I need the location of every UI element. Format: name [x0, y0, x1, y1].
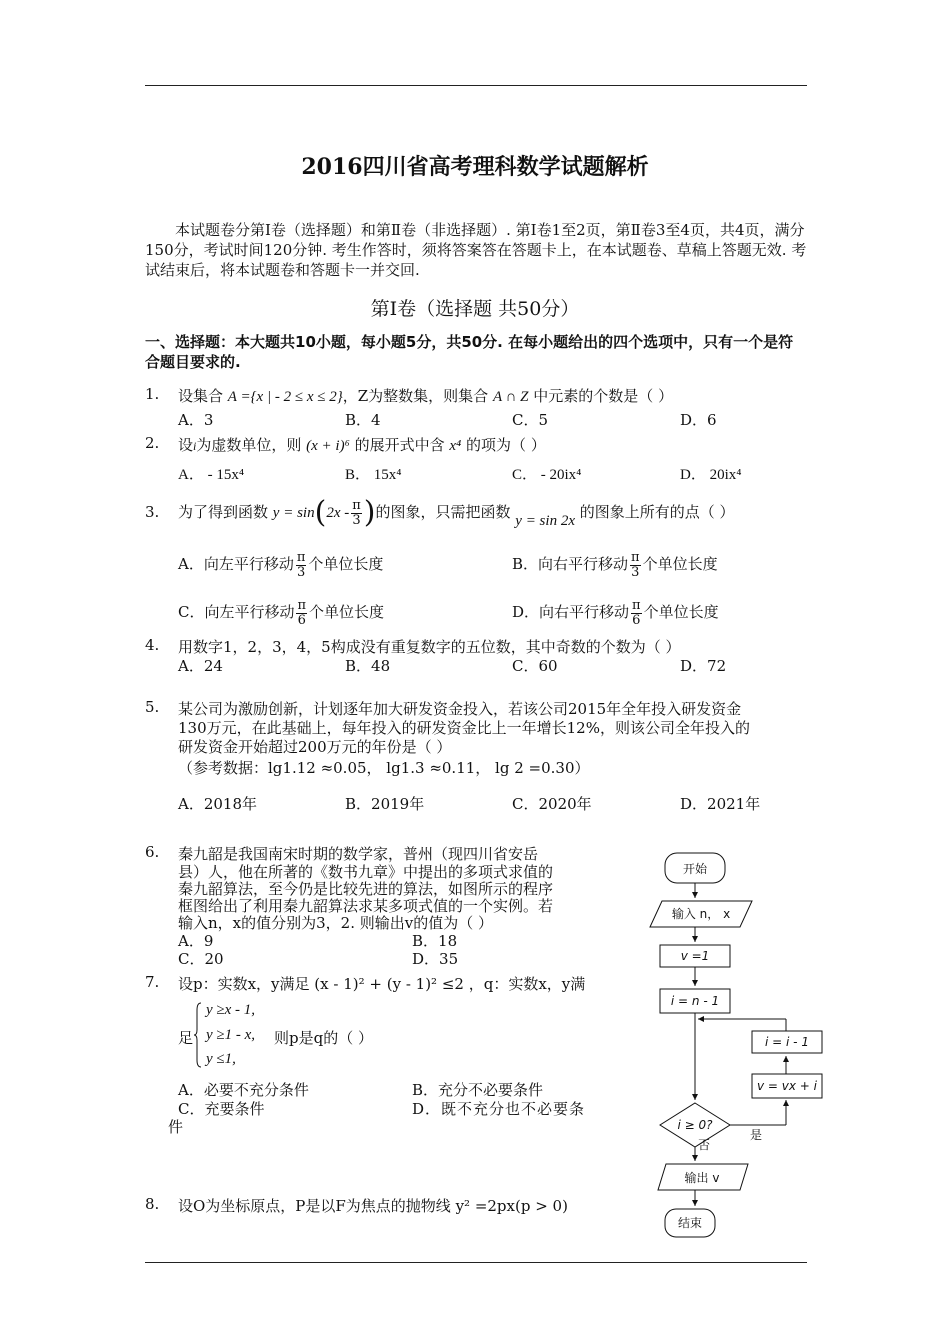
system-line-1: y ≥x - 1, [206, 1002, 256, 1018]
q1-stem: 设集合 A ={x | - 2 ≤ x ≤ 2}，Z为整数集，则集合 A ∩ Z 中元素的个数是（ ） [178, 387, 674, 405]
q6-number: 6. [145, 843, 160, 861]
yes-label: 是 [749, 1128, 763, 1142]
q6-line-3: 秦九韶算法，至今仍是比较先进的算法，如图所示的程序 [178, 880, 554, 898]
instructions: 一、选择题：本大题共10小题，每小题5分，共50分. 在每小题给出的四个选项中，只有一个是符合题目要求的. [145, 333, 794, 371]
q7-option-b[interactable]: B．充分不必要条件 [412, 1081, 544, 1099]
q6-option-d[interactable]: D．35 [412, 950, 459, 968]
q6-line-2: 县）人，他在所著的《数书九章》中提出的多项式求值的 [178, 863, 554, 881]
q2-stem: 设i为虚数单位，则 (x + i)⁶ 的展开式中含 x⁴ 的项为（ ） [178, 436, 546, 454]
q4-option-d[interactable]: D．72 [680, 657, 727, 675]
q1-number: 1. [145, 385, 160, 403]
q3-stem: 为了得到函数 y = sin(2x - $\frac{\pi}{3}$ )的图象，只需把函数 y = sin 2x 的图象上所有的点（ ） [178, 495, 735, 530]
page-title: 2016四川省高考理科数学试题解析 [301, 154, 649, 180]
q6-line-5: 输入n，x的值分别为3，2. 则输出v的值为（ ） [178, 914, 493, 932]
end-label: 结束 [677, 1216, 703, 1230]
q7-line-1: 设p：实数x，y满足 (x - 1)² + (y - 1)² ≤2 ，q：实数x，y满 [178, 975, 586, 993]
i-decrement-label: i = i - 1 [765, 1035, 809, 1049]
q5-line-2: 130万元，在此基础上，每年投入的研发资金比上一年增长12%，则该公司全年投入的 [178, 719, 750, 737]
q4-option-c[interactable]: C．60 [512, 657, 558, 675]
q3-option-b[interactable]: B．向右平行移动 $\frac{\pi}{3}$ 个单位长度 [512, 549, 718, 580]
q5-option-b[interactable]: B．2019年 [345, 795, 425, 813]
q7-option-a[interactable]: A．必要不充分条件 [178, 1081, 309, 1099]
q1-option-a[interactable]: A．3 [178, 411, 214, 429]
q6-option-b[interactable]: B．18 [412, 932, 458, 950]
left-paren: ( [314, 495, 327, 530]
q7-option-d[interactable]: D．既不充分也不必要条 [412, 1100, 586, 1118]
bottom-rule [145, 1262, 807, 1263]
system-brace [194, 1002, 202, 1068]
top-rule [145, 85, 807, 86]
q3-option-d[interactable]: D．向右平行移动 $\frac{\pi}{6}$ 个单位长度 [512, 597, 719, 628]
q5-line-1: 某公司为激励创新，计划逐年加大研发资金投入，若该公司2015年全年投入研发资金 [178, 700, 742, 718]
output-label: 输出 v [684, 1171, 720, 1185]
q7-option-c[interactable]: C．充要条件 [178, 1100, 265, 1118]
q5-reference-data: （参考数据：lg1.12 ≈0.05， lg1.3 ≈0.11， lg 2 =0.30） [178, 759, 590, 777]
q2-option-d[interactable]: D． 20ix⁴ [680, 467, 742, 483]
system-line-3: y ≤1, [206, 1051, 236, 1067]
q6-option-c[interactable]: C．20 [178, 950, 224, 968]
q2-option-c[interactable]: C． - 20ix⁴ [512, 467, 582, 483]
input-label: 输入 n， x [671, 907, 731, 921]
q7-option-d-wrap: 件 [168, 1118, 184, 1136]
q2-option-b[interactable]: B． 15x⁴ [345, 467, 402, 483]
q4-option-a[interactable]: A．24 [178, 657, 223, 675]
q5-number: 5. [145, 698, 160, 716]
q5-option-a[interactable]: A．2018年 [178, 795, 258, 813]
v-update-label: v = vx + i [756, 1079, 818, 1093]
q1-option-b[interactable]: B．4 [345, 411, 381, 429]
q6-option-a[interactable]: A．9 [178, 932, 214, 950]
start-label: 开始 [682, 862, 708, 876]
q5-line-3: 研发资金开始超过200万元的年份是（ ） [178, 738, 452, 756]
q3-number: 3. [145, 503, 160, 521]
q8-number: 8. [145, 1195, 160, 1213]
condition-label: i ≥ 0? [677, 1118, 713, 1132]
q2-option-a[interactable]: A． - 15x⁴ [178, 467, 245, 483]
i-init-label: i = n - 1 [670, 994, 720, 1008]
system-line-2: y ≥1 - x, [206, 1027, 256, 1043]
no-label: 否 [697, 1138, 711, 1152]
q2-number: 2. [145, 434, 160, 452]
q5-option-c[interactable]: C．2020年 [512, 795, 592, 813]
q7-zu: 足 [178, 1029, 194, 1047]
intro-paragraph: 本试题卷分第Ⅰ卷（选择题）和第Ⅱ卷（非选择题）. 第Ⅰ卷1至2页，第Ⅱ卷3至4页，共4页，满分150分，考试时间120分钟. 考生作答时，须将答案答在答题卡上，在本试题卷、草稿上答题无效. 考试结束后，将本试题卷和答题卡一并交回. [145, 221, 807, 279]
flowchart [640, 845, 840, 1245]
q3-option-c[interactable]: C．向左平行移动 $\frac{\pi}{6}$ 个单位长度 [178, 597, 385, 628]
q7-tail: 则p是q的（ ） [274, 1029, 373, 1047]
section-title: 第Ⅰ卷（选择题 共50分） [370, 298, 580, 320]
q7-number: 7. [145, 973, 160, 991]
q6-line-4: 框图给出了利用秦九韶算法求某多项式值的一个实例。若 [178, 897, 554, 915]
q4-stem: 用数字1，2，3，4，5构成没有重复数字的五位数，其中奇数的个数为（ ） [178, 638, 681, 656]
q4-number: 4. [145, 636, 160, 654]
q5-option-d[interactable]: D．2021年 [680, 795, 761, 813]
q4-option-b[interactable]: B．48 [345, 657, 391, 675]
q1-option-d[interactable]: D．6 [680, 411, 717, 429]
pi-over-3: $\frac{\pi}{3}$ [352, 497, 361, 528]
q3-option-a[interactable]: A．向左平行移动 $\frac{\pi}{3}$ 个单位长度 [178, 549, 384, 580]
q8-stem: 设O为坐标原点，P是以F为焦点的抛物线 y² =2px(p > 0) [178, 1197, 568, 1215]
v-init-label: v =1 [680, 949, 710, 963]
q1-option-c[interactable]: C．5 [512, 411, 549, 429]
right-paren: ) [363, 495, 376, 530]
q6-line-1: 秦九韶是我国南宋时期的数学家，普州（现四川省安岳 [178, 845, 539, 863]
